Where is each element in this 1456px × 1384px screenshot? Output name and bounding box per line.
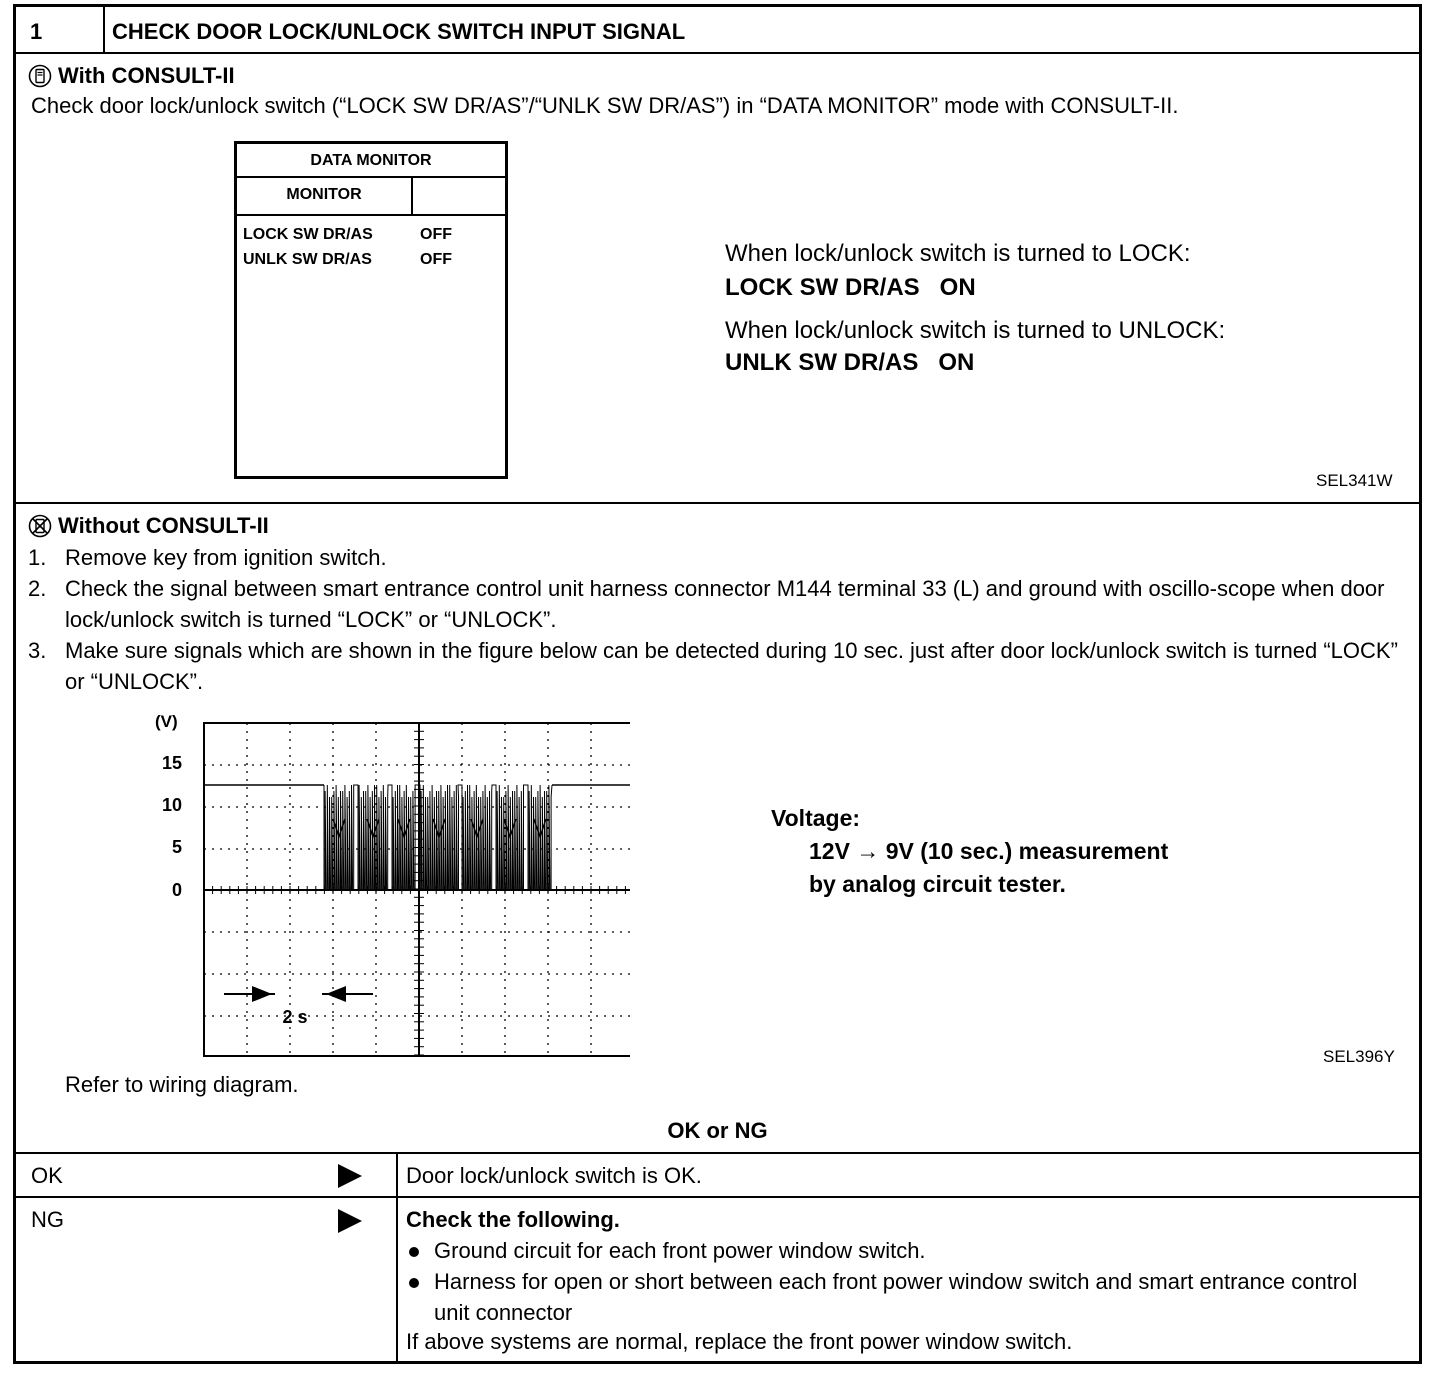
monitor-rule-2 bbox=[237, 214, 505, 216]
step-item: 1. Remove key from ignition switch. bbox=[28, 545, 387, 570]
ng-arrow-icon bbox=[338, 1209, 362, 1233]
monitor-row-lock-name: LOCK SW DR/AS bbox=[243, 226, 373, 243]
lock-condition: When lock/unlock switch is turned to LOCK: bbox=[725, 240, 1191, 267]
without-consult-heading: Without CONSULT-II bbox=[28, 511, 269, 541]
voltage-label: Voltage: bbox=[771, 805, 861, 831]
with-consult-heading: With CONSULT-II bbox=[28, 61, 235, 91]
monitor-row-lock-value: OFF bbox=[420, 226, 452, 243]
lock-result: LOCK SW DR/AS ON bbox=[725, 274, 976, 301]
monitor-row-unlock-name: UNLK SW DR/AS bbox=[243, 251, 372, 268]
monitor-column-divider bbox=[411, 176, 413, 214]
ng-checklist bbox=[406, 1235, 1366, 1328]
oscilloscope-screen bbox=[140, 707, 630, 1057]
scope-pulse-trace bbox=[324, 785, 552, 890]
step-number: 1 bbox=[30, 19, 43, 44]
result-rule-2 bbox=[16, 1196, 1419, 1198]
result-rule-1 bbox=[16, 1152, 1419, 1154]
header-rule bbox=[16, 52, 1419, 54]
monitor-column-label: MONITOR bbox=[286, 186, 362, 203]
ok-or-ng-heading: OK or NG bbox=[667, 1118, 768, 1143]
monitor-row-unlock-value: OFF bbox=[420, 251, 452, 268]
unlock-result: UNLK SW DR/AS ON bbox=[725, 349, 975, 376]
unlock-condition: When lock/unlock switch is turned to UNLOCK: bbox=[725, 317, 1226, 344]
result-column-divider bbox=[396, 1152, 398, 1361]
figure-code-sel341w: SEL341W bbox=[1316, 471, 1393, 490]
step-title: CHECK DOOR LOCK/UNLOCK SWITCH INPUT SIGNAL bbox=[112, 19, 686, 44]
monitor-rule-1 bbox=[237, 176, 505, 178]
time-scale-label: 2 s bbox=[282, 1007, 308, 1027]
ok-label: OK bbox=[31, 1163, 63, 1188]
procedure-sheet bbox=[13, 4, 1422, 1364]
no-consult-icon bbox=[28, 514, 52, 538]
scope-unit-label: (V) bbox=[155, 712, 178, 731]
data-monitor-title: DATA MONITOR bbox=[310, 152, 432, 169]
figure-code-sel396y: SEL396Y bbox=[1323, 1047, 1395, 1066]
section-rule bbox=[16, 502, 1419, 504]
oscilloscope-figure bbox=[140, 707, 630, 1057]
voltage-line-2: by analog circuit tester. bbox=[809, 871, 1066, 897]
scope-tick-10: 10 bbox=[161, 795, 182, 815]
ok-text: Door lock/unlock switch is OK. bbox=[406, 1163, 702, 1188]
procedure-steps bbox=[28, 542, 1403, 697]
ng-heading: Check the following. bbox=[406, 1207, 620, 1232]
ok-arrow-icon bbox=[338, 1164, 362, 1188]
data-monitor-box bbox=[234, 141, 508, 479]
refer-wiring-diagram: Refer to wiring diagram. bbox=[65, 1072, 299, 1097]
step-item: 2. Check the signal between smart entrance control unit harness connector M144 terminal 33 (L) and ground with oscillo-scope when door lock/unlock switch is turned “LOCK” or “UNLOCK”. bbox=[28, 576, 1385, 632]
voltage-line-1: 12V → 9V (10 sec.) measurement bbox=[809, 838, 1169, 864]
ng-check-item: Harness for open or short between each front power window switch and smart entrance control unit connector bbox=[406, 1266, 1366, 1328]
with-consult-instruction: Check door lock/unlock switch (“LOCK SW DR/AS”/“UNLK SW DR/AS”) in “DATA MONITOR” mode with CONSULT-II. bbox=[31, 93, 1179, 118]
ng-footer: If above systems are normal, replace the front power window switch. bbox=[406, 1329, 1073, 1354]
scope-tick-15: 15 bbox=[161, 753, 182, 773]
consult-icon bbox=[28, 64, 52, 88]
scope-tick-0: 0 bbox=[171, 880, 182, 900]
scope-tick-5: 5 bbox=[171, 837, 182, 857]
header-divider bbox=[103, 7, 105, 52]
ng-label: NG bbox=[31, 1207, 64, 1232]
step-item: 3. Make sure signals which are shown in the figure below can be detected during 10 sec. just after door lock/unlock switch is turned “LOCK” or “UNLOCK”. bbox=[28, 638, 1398, 694]
ng-check-item: Ground circuit for each front power window switch. bbox=[406, 1235, 1366, 1266]
